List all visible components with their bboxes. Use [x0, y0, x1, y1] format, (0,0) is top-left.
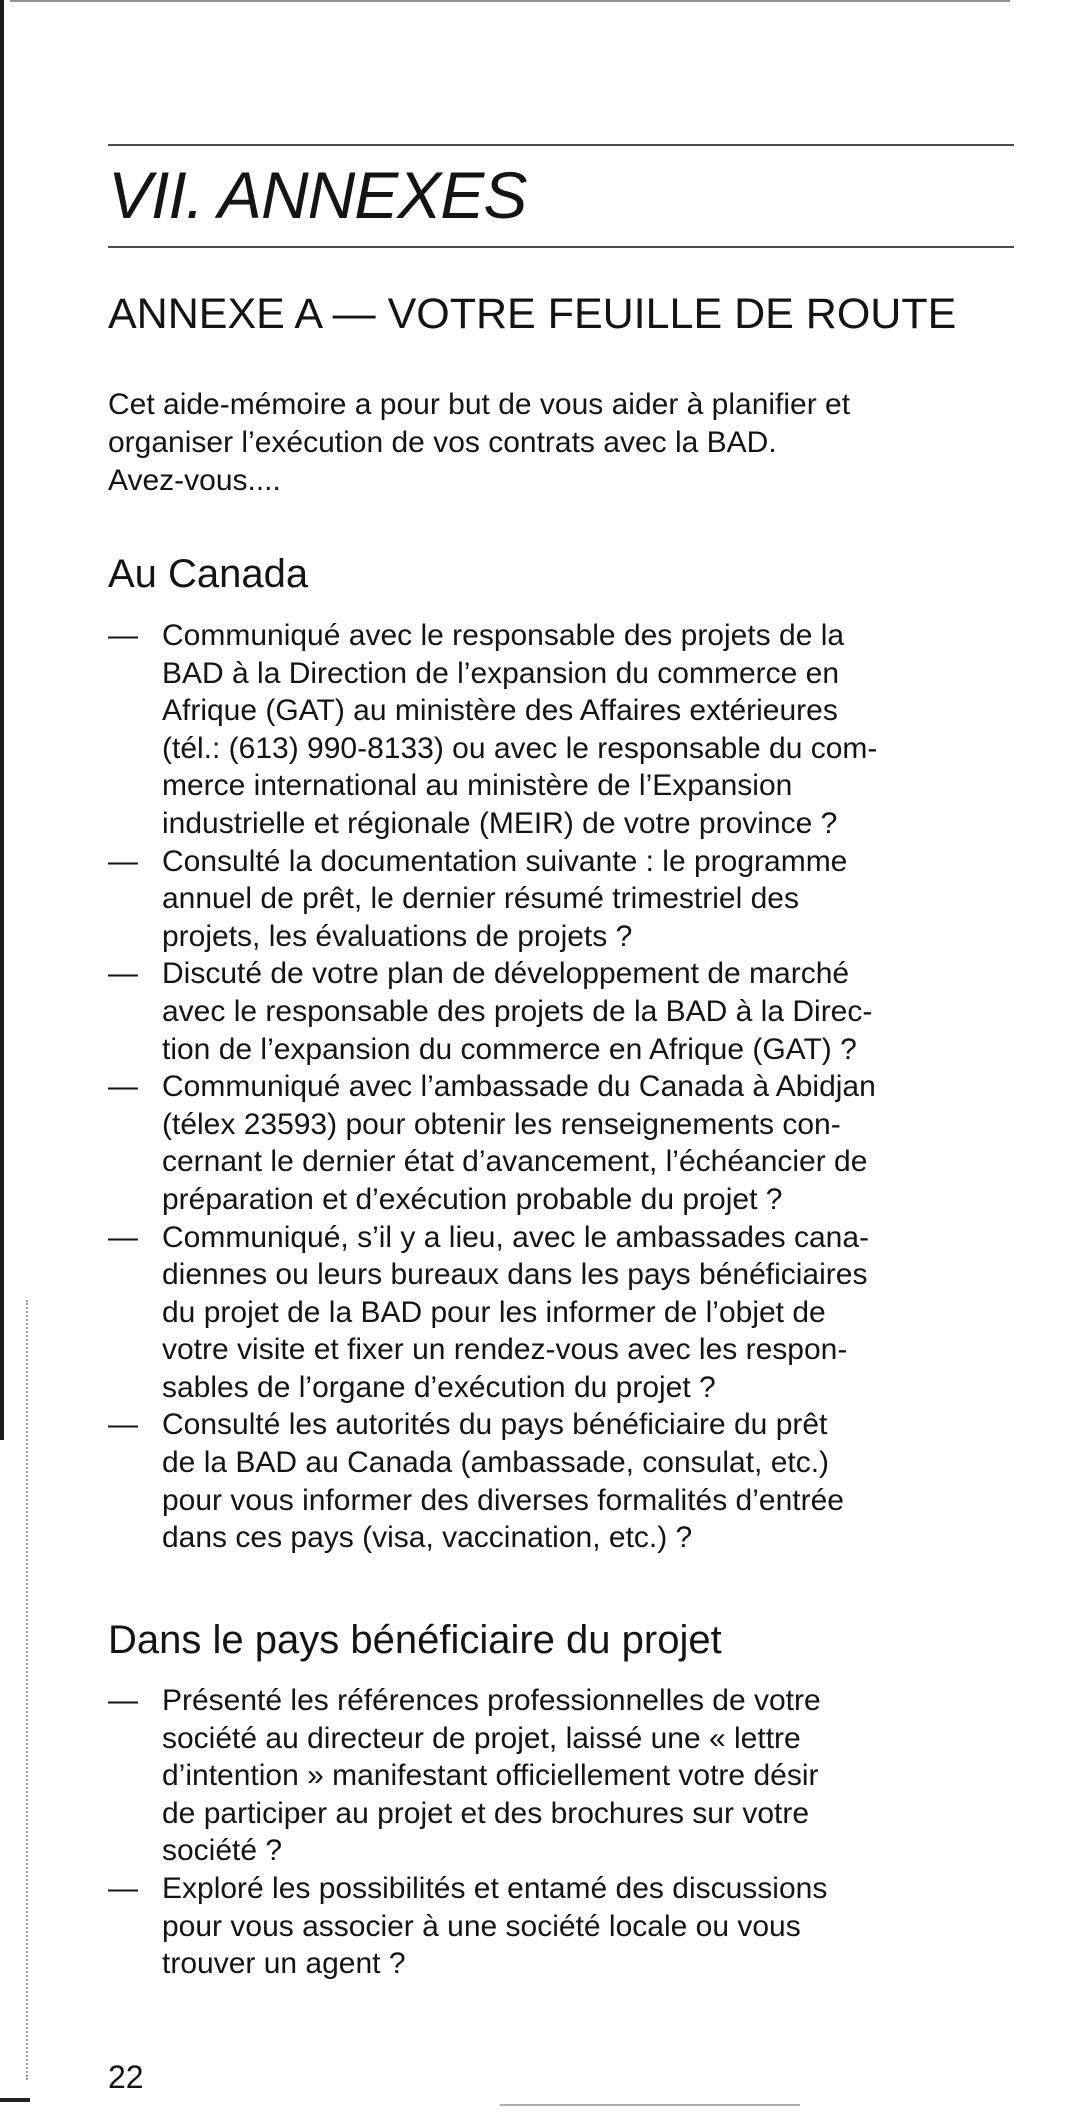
checklist-item: [108, 1068, 1014, 1218]
scan-top-edge: [10, 0, 1010, 6]
dash-bullet: —: [108, 1220, 138, 1254]
item-line: pour vous informer des diverses formalités d’entrée: [162, 1483, 844, 1517]
checklist-item: [108, 1682, 1014, 1870]
intro-paragraph: [108, 386, 850, 500]
item-line: Communiqué, s’il y a lieu, avec le ambassades cana-: [162, 1220, 870, 1254]
item-line: Communiqué avec l’ambassade du Canada à Abidjan: [162, 1070, 876, 1104]
item-line: pour vous associer à une société locale ou vous: [162, 1909, 801, 1943]
item-line: société ?: [162, 1834, 283, 1868]
title-rule-top: [108, 144, 1014, 146]
item-line: du projet de la BAD pour les informer de l’objet de: [162, 1295, 826, 1329]
checklist-item: [108, 1870, 1014, 1983]
item-line: annuel de prêt, le dernier résumé trimestriel des: [162, 882, 799, 916]
dash-bullet: —: [108, 1408, 138, 1442]
item-line: d’intention » manifestant officiellement votre désir: [162, 1759, 819, 1793]
checklist-item: [108, 617, 1014, 843]
item-line: de participer au projet et des brochures sur votre: [162, 1796, 810, 1830]
item-line: industrielle et régionale (MEIR) de votre province ?: [162, 806, 838, 840]
item-line: BAD à la Direction de l’expansion du commerce en: [162, 656, 840, 690]
item-line: avec le responsable des projets de la BAD à la Direc-: [162, 994, 873, 1028]
item-line: Communiqué avec le responsable des projets de la: [162, 619, 845, 652]
checklist-item: [108, 955, 1014, 1068]
scan-bottom-line: [500, 2104, 800, 2107]
chapter-title: VII. ANNEXES: [108, 158, 527, 232]
scan-bottom-mark: [0, 2098, 30, 2102]
item-line: votre visite et fixer un rendez-vous avec les respon-: [162, 1333, 848, 1367]
checklist-pays: [108, 1682, 1014, 1983]
annex-title: ANNEXE A — VOTRE FEUILLE DE ROUTE: [108, 290, 957, 338]
item-line: trouver un agent ?: [162, 1947, 406, 1981]
section-heading-canada: Au Canada: [108, 552, 309, 596]
dash-bullet: —: [108, 1871, 138, 1905]
item-line: tion de l’expansion du commerce en Afrique (GAT) ?: [162, 1032, 857, 1066]
item-line: Discuté de votre plan de développement de marché: [162, 957, 850, 991]
intro-line: Cet aide-mémoire a pour but de vous aider à planifier et: [108, 388, 851, 421]
item-line: sables de l’organe d’exécution du projet ?: [162, 1370, 716, 1404]
scan-left-dots: [26, 1300, 29, 2080]
dash-bullet: —: [108, 1070, 138, 1104]
intro-line: Avez-vous....: [108, 464, 281, 497]
item-line: (télex 23593) pour obtenir les renseignements con-: [162, 1107, 841, 1141]
dash-bullet: —: [108, 844, 138, 878]
item-line: société au directeur de projet, laissé une « lettre: [162, 1721, 801, 1755]
checklist-item: [108, 1219, 1014, 1407]
item-line: Exploré les possibilités et entamé des discussions: [162, 1871, 828, 1905]
item-line: Présenté les références professionnelles de votre: [162, 1684, 821, 1717]
item-line: dans ces pays (visa, vaccination, etc.) ?: [162, 1521, 693, 1555]
section-heading-pays: Dans le pays bénéficiaire du projet: [108, 1618, 722, 1662]
intro-line: organiser l’exécution de vos contrats avec la BAD.: [108, 426, 777, 459]
item-line: Consulté la documentation suivante : le programme: [162, 844, 848, 878]
item-line: préparation et d’exécution probable du projet ?: [162, 1182, 783, 1216]
checklist-item: [108, 1406, 1014, 1556]
item-line: Consulté les autorités du pays bénéficiaire du prêt: [162, 1408, 828, 1442]
checklist-canada: [108, 617, 1014, 1557]
item-line: projets, les évaluations de projets ?: [162, 919, 633, 953]
item-line: merce international au ministère de l’Expansion: [162, 769, 793, 803]
scan-left-edge: [0, 0, 4, 1440]
item-line: diennes ou leurs bureaux dans les pays bénéficiaires: [162, 1258, 868, 1292]
item-line: cernant le dernier état d’avancement, l’échéancier de: [162, 1145, 868, 1179]
page-number: 22: [108, 2059, 144, 2095]
item-line: de la BAD au Canada (ambassade, consulat, etc.): [162, 1446, 830, 1480]
item-line: Afrique (GAT) au ministère des Affaires extérieures: [162, 694, 838, 728]
dash-bullet: —: [108, 1684, 138, 1717]
item-line: (tél.: (613) 990-8133) ou avec le responsable du com-: [162, 731, 878, 765]
checklist-item: [108, 843, 1014, 956]
dash-bullet: —: [108, 957, 138, 991]
dash-bullet: —: [108, 619, 138, 652]
title-rule-bottom: [108, 246, 1014, 248]
